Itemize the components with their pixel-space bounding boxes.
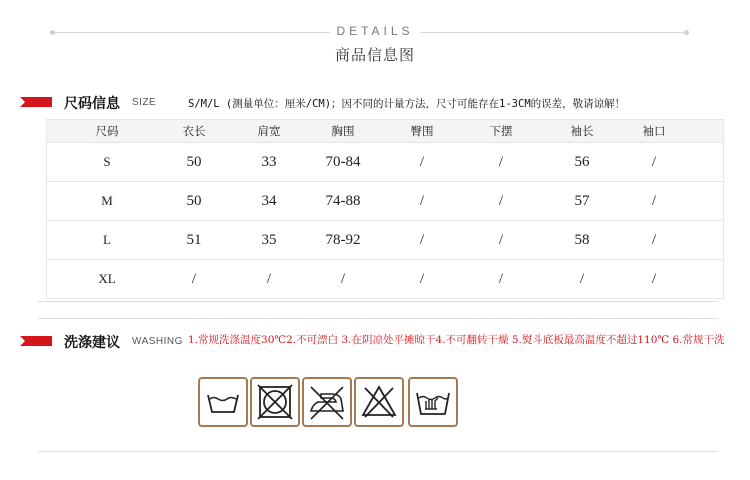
table-row — [47, 181, 723, 220]
size-section-title-en: SIZE — [132, 97, 157, 108]
table-cell: / — [419, 192, 425, 209]
column-header: 袖口 — [642, 124, 666, 138]
table-cell: 50 — [186, 153, 202, 170]
details-title-cn: 商品信息图 — [334, 46, 415, 64]
table-cell: 74-88 — [325, 192, 361, 209]
wash-note: 1.常规洗涤温度30℃2.不可漂白 3.在阴凉处平摊晾干4.不可翻转干燥 5.熨斗底板最高温度不超过110℃ 6.常规干洗 — [188, 334, 725, 346]
table-cell: / — [651, 270, 657, 287]
column-header: 胸围 — [331, 124, 355, 138]
wash-section-title-en: WASHING — [132, 336, 183, 347]
table-cell: / — [651, 231, 657, 248]
table-cell: 34 — [261, 192, 277, 209]
section-divider — [38, 301, 718, 302]
table-header-row — [47, 120, 723, 142]
table-cell: XL — [98, 271, 116, 286]
column-header: 尺码 — [95, 124, 119, 138]
table-cell: / — [340, 270, 346, 287]
size-table — [46, 119, 724, 299]
table-cell: 56 — [574, 153, 590, 170]
table-cell: M — [101, 193, 113, 208]
table-cell: / — [498, 192, 504, 209]
table-cell: 70-84 — [325, 153, 361, 170]
table-cell: 78-92 — [325, 231, 361, 248]
table-cell: / — [498, 231, 504, 248]
wash-30-icon — [198, 377, 248, 427]
table-cell: 58 — [574, 231, 590, 248]
table-cell: / — [419, 231, 425, 248]
table-row — [47, 142, 723, 181]
column-header: 衣长 — [182, 124, 206, 138]
table-cell: / — [191, 270, 197, 287]
table-cell: / — [651, 153, 657, 170]
column-header: 肩宽 — [257, 124, 281, 138]
table-cell: / — [266, 270, 272, 287]
table-cell: 51 — [186, 231, 202, 248]
table-cell: / — [419, 153, 425, 170]
table-cell: / — [579, 270, 585, 287]
table-cell: / — [498, 270, 504, 287]
table-cell: 33 — [261, 153, 277, 170]
no-tumble-dry-icon — [250, 377, 300, 427]
iron-icon — [302, 377, 352, 427]
table-row — [47, 259, 723, 298]
details-title-en: DETAILS — [0, 24, 750, 38]
table-cell: 50 — [186, 192, 202, 209]
table-cell: / — [419, 270, 425, 287]
flag-icon — [20, 336, 52, 346]
column-header: 臀围 — [410, 124, 434, 138]
bottom-divider — [38, 451, 718, 452]
table-row — [47, 220, 723, 259]
column-header: 下摆 — [489, 124, 513, 138]
table-cell: 35 — [261, 231, 277, 248]
size-note: S/M/L (测量单位：厘米/CM)；因不同的计量方法，尺寸可能存在1-3CM的误差，敬请谅解！ — [188, 98, 626, 110]
table-cell: 57 — [574, 192, 590, 209]
wash-section-title: 洗涤建议 — [64, 335, 120, 351]
column-header: 袖长 — [570, 124, 594, 138]
table-cell: S — [103, 154, 111, 169]
table-cell: L — [103, 232, 111, 247]
table-cell: / — [651, 192, 657, 209]
table-cell: / — [498, 153, 504, 170]
hand-wash-icon — [408, 377, 458, 427]
section-divider — [38, 318, 718, 319]
size-section-title: 尺码信息 — [64, 96, 120, 112]
no-bleach-icon — [354, 377, 404, 427]
flag-icon — [20, 97, 52, 107]
